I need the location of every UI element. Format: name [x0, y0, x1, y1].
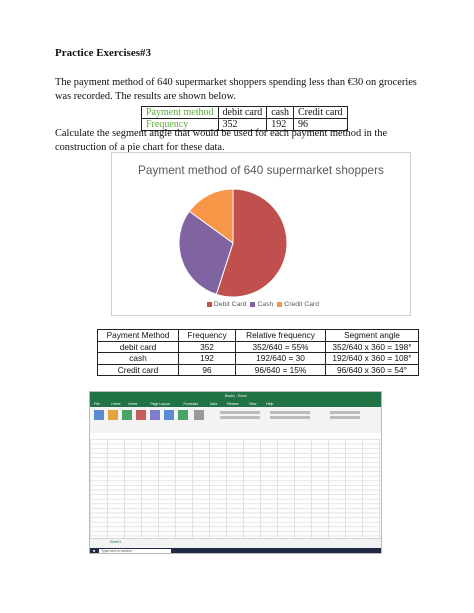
legend-swatch — [250, 302, 255, 307]
table-cell: 192 — [179, 353, 236, 365]
ribbon-tab[interactable]: Page Layout — [150, 401, 170, 406]
excel-window-title: Book1 - Excel — [225, 394, 247, 398]
table-cell: 352 — [179, 341, 236, 353]
table-cell: 192/640 = 30 — [236, 353, 326, 365]
table-row — [98, 353, 419, 365]
sheet-tab[interactable]: Sheet1 — [110, 540, 122, 544]
table-cell: 352 — [218, 119, 267, 131]
table-cell: 96/640 = 15% — [236, 364, 326, 376]
legend-label: Credit Card — [284, 301, 320, 308]
legend-swatch — [277, 302, 282, 307]
table-cell: 96/640 x 360 = 54° — [326, 364, 419, 376]
ribbon-tab[interactable]: Review — [227, 401, 239, 406]
table-cell: 96 — [179, 364, 236, 376]
table-cell: Credit card — [293, 107, 347, 119]
table-cell: Payment method — [142, 107, 219, 119]
table-cell: 352/640 = 55% — [236, 341, 326, 353]
chart-title: Payment method of 640 supermarket shoppers — [138, 163, 384, 177]
excel-screenshot — [89, 391, 382, 554]
table-cell: 96 — [293, 119, 347, 131]
table-row — [142, 107, 348, 119]
intro-paragraph: The payment method of 640 supermarket shoppers spending less than €30 on groceries was recorded. The results are shown below. — [55, 77, 417, 102]
pie-chart — [111, 152, 411, 316]
table-header-row — [98, 330, 419, 342]
windows-taskbar — [90, 548, 381, 554]
ribbon-tab[interactable]: Insert — [128, 401, 138, 406]
excel-title-bar — [90, 392, 381, 400]
taskbar-search[interactable]: Type here to search — [99, 549, 171, 554]
spreadsheet-grid[interactable] — [90, 439, 381, 538]
ribbon-tab[interactable]: Formulas — [183, 401, 199, 406]
table-cell: cash — [98, 353, 179, 365]
ribbon-tab[interactable]: Help — [266, 401, 274, 406]
header-cell: Payment Method — [98, 330, 179, 342]
table-row — [98, 341, 419, 353]
page-heading: Practice Exercises#3 — [55, 47, 152, 59]
excel-ribbon-tabs — [90, 400, 381, 407]
ribbon-tab[interactable]: Home — [111, 401, 121, 406]
ribbon-tab[interactable]: View — [248, 401, 257, 406]
ribbon-icons — [90, 407, 381, 433]
ribbon-tab[interactable]: File — [94, 401, 100, 406]
table-cell: Credit card — [98, 364, 179, 376]
segment-angle-table — [97, 329, 419, 376]
legend-label: Cash — [257, 301, 274, 308]
header-cell: Frequency — [179, 330, 236, 342]
table-cell: cash — [267, 107, 294, 119]
table-cell: 192/640 x 360 = 108° — [326, 353, 419, 365]
legend-swatch — [207, 302, 212, 307]
pie-svg — [112, 153, 410, 315]
table-cell: debit card — [218, 107, 267, 119]
chart-legend — [112, 301, 410, 308]
table-cell: 352/640 x 360 = 198° — [326, 341, 419, 353]
legend-label: Debit Card — [213, 301, 247, 308]
windows-start-icon[interactable]: ■ — [93, 549, 96, 553]
header-cell: Relative frequency — [236, 330, 326, 342]
ribbon-tab[interactable]: Data — [209, 401, 218, 406]
table-cell: Frequency — [142, 119, 219, 131]
table-cell: debit card — [98, 341, 179, 353]
table-row — [98, 364, 419, 376]
table-cell: 192 — [267, 119, 294, 131]
excel-ribbon — [90, 407, 381, 434]
question-paragraph: Calculate the segment angle that would be used for each payment method in the construction of a pie chart for these data. — [55, 128, 388, 153]
header-cell: Segment angle — [326, 330, 419, 342]
